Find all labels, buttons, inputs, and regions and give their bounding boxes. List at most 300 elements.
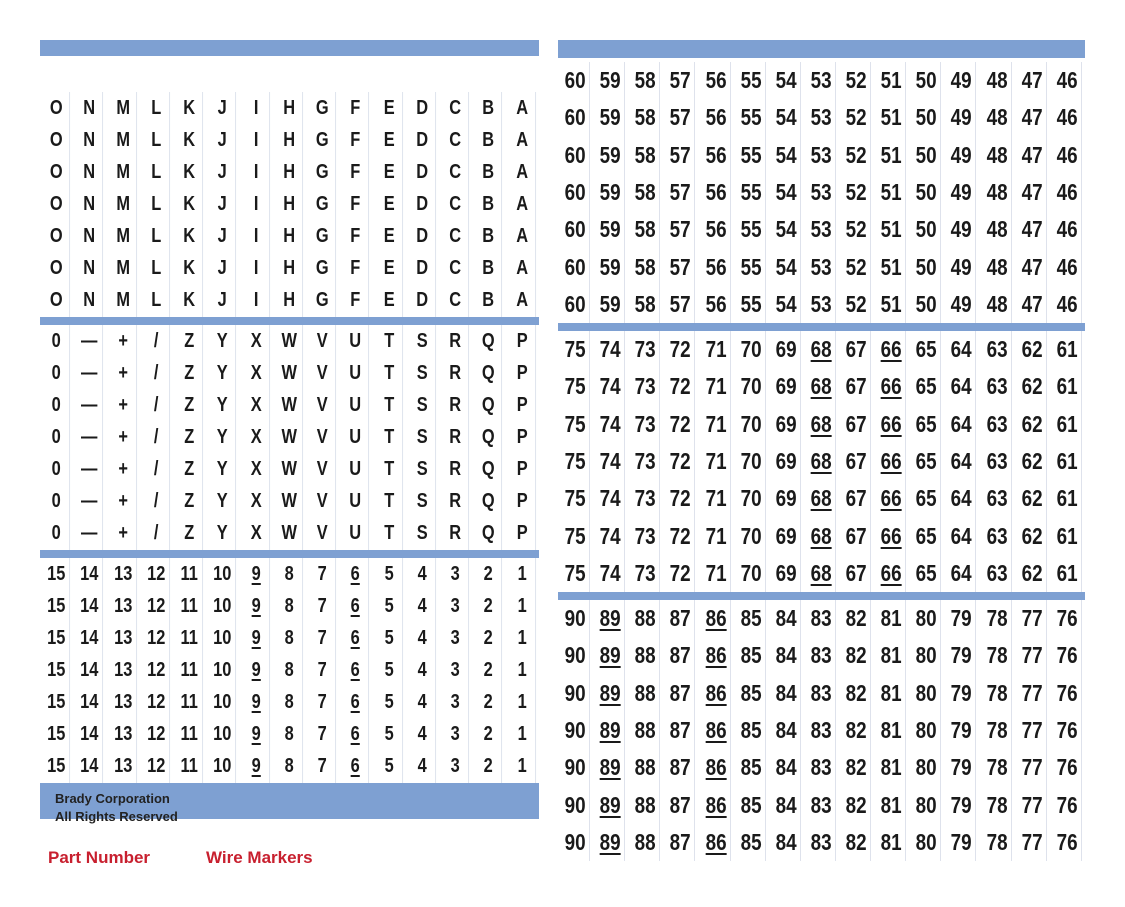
marker-label: + xyxy=(110,486,137,518)
marker-label: 88 xyxy=(631,786,660,823)
marker-label: 71 xyxy=(702,480,731,517)
marker-label: S xyxy=(409,454,436,486)
marker-label: U xyxy=(342,518,369,550)
marker-label: 89 xyxy=(596,675,625,712)
marker-label: D xyxy=(409,285,436,317)
marker-label: 88 xyxy=(631,824,660,861)
marker-label: N xyxy=(76,92,103,124)
marker-label: 88 xyxy=(631,712,660,749)
marker-label: 76 xyxy=(1053,824,1082,861)
marker-label: 5 xyxy=(376,719,403,751)
marker-label: 68 xyxy=(807,443,836,480)
marker-label: 77 xyxy=(1018,637,1047,674)
marker-label: 58 xyxy=(631,211,660,248)
marker-label: 61 xyxy=(1053,406,1082,443)
marker-label: Z xyxy=(176,454,203,486)
marker-label: 6 xyxy=(342,558,369,590)
marker-label: 76 xyxy=(1053,786,1082,823)
marker-label: 13 xyxy=(110,558,137,590)
marker-label: 52 xyxy=(842,248,871,285)
marker-label: B xyxy=(475,253,502,285)
separator-band xyxy=(40,550,539,558)
marker-label: 55 xyxy=(737,99,766,136)
marker-label: J xyxy=(209,221,236,253)
marker-label: 86 xyxy=(702,637,731,674)
marker-label: 52 xyxy=(842,99,871,136)
marker-label: C xyxy=(442,92,469,124)
marker-label: 51 xyxy=(877,211,906,248)
marker-label: 90 xyxy=(561,637,590,674)
marker-label: C xyxy=(442,156,469,188)
marker-label: U xyxy=(342,486,369,518)
marker-label: O xyxy=(43,221,70,253)
marker-label: 2 xyxy=(475,687,502,719)
marker-label: 56 xyxy=(702,286,731,323)
marker-label: 60 xyxy=(561,137,590,174)
marker-label: 14 xyxy=(76,622,103,654)
marker-label: 58 xyxy=(631,174,660,211)
marker-label: 66 xyxy=(877,555,906,592)
marker-label: 81 xyxy=(877,637,906,674)
marker-label: 52 xyxy=(842,137,871,174)
marker-label: 60 xyxy=(561,62,590,99)
marker-label: 5 xyxy=(376,654,403,686)
marker-label: 88 xyxy=(631,600,660,637)
marker-label: 0 xyxy=(43,421,70,453)
marker-label: F xyxy=(342,124,369,156)
marker-label: 86 xyxy=(702,824,731,861)
marker-label: 54 xyxy=(772,286,801,323)
marker-label: A xyxy=(509,156,536,188)
marker-label: 9 xyxy=(243,590,270,622)
product-label: Wire Markers xyxy=(206,848,313,867)
marker-label: 62 xyxy=(1018,555,1047,592)
marker-label: 70 xyxy=(737,480,766,517)
marker-label: 0 xyxy=(43,486,70,518)
marker-label: — xyxy=(76,486,103,518)
marker-label: 67 xyxy=(842,368,871,405)
marker-label: 58 xyxy=(631,99,660,136)
marker-label: 71 xyxy=(702,555,731,592)
marker-label: Z xyxy=(176,325,203,357)
marker-label: 61 xyxy=(1053,480,1082,517)
marker-label: H xyxy=(276,92,303,124)
marker-label: 9 xyxy=(243,558,270,590)
marker-label: 12 xyxy=(143,622,170,654)
marker-label: 68 xyxy=(807,555,836,592)
marker-label: 80 xyxy=(912,600,941,637)
marker-label: 88 xyxy=(631,749,660,786)
marker-label: 1 xyxy=(509,558,536,590)
marker-label: 47 xyxy=(1018,286,1047,323)
marker-label: A xyxy=(509,253,536,285)
marker-label: 69 xyxy=(772,517,801,554)
marker-label: 9 xyxy=(243,751,270,783)
marker-label: J xyxy=(209,253,236,285)
marker-label: 49 xyxy=(948,137,977,174)
marker-label: 87 xyxy=(667,600,696,637)
marker-label: 10 xyxy=(209,719,236,751)
marker-label: 0 xyxy=(43,357,70,389)
marker-label: 6 xyxy=(342,687,369,719)
marker-label: 74 xyxy=(596,517,625,554)
marker-label: 48 xyxy=(983,286,1012,323)
marker-label: 3 xyxy=(442,751,469,783)
marker-label: Q xyxy=(475,389,502,421)
marker-block-letters-p-z-symbols xyxy=(40,325,539,550)
marker-label: C xyxy=(442,188,469,220)
marker-label: 46 xyxy=(1053,286,1082,323)
marker-label: N xyxy=(76,188,103,220)
marker-label: 84 xyxy=(772,786,801,823)
marker-label: 14 xyxy=(76,590,103,622)
marker-label: 89 xyxy=(596,749,625,786)
marker-label: 59 xyxy=(596,174,625,211)
marker-label: 66 xyxy=(877,406,906,443)
marker-label: 13 xyxy=(110,687,137,719)
marker-label: V xyxy=(309,454,336,486)
marker-label: 8 xyxy=(276,558,303,590)
marker-label: 46 xyxy=(1053,174,1082,211)
marker-label: 75 xyxy=(561,517,590,554)
marker-block-numbers-1-15 xyxy=(40,558,539,783)
marker-label: E xyxy=(376,92,403,124)
marker-label: L xyxy=(143,253,170,285)
marker-label: 11 xyxy=(176,622,203,654)
rights-notice: All Rights Reserved xyxy=(55,809,178,824)
marker-label: E xyxy=(376,221,403,253)
marker-label: 1 xyxy=(509,687,536,719)
marker-label: J xyxy=(209,285,236,317)
marker-label: 12 xyxy=(143,751,170,783)
marker-label: 82 xyxy=(842,824,871,861)
marker-label: B xyxy=(475,92,502,124)
marker-label: 80 xyxy=(912,712,941,749)
marker-label: 54 xyxy=(772,62,801,99)
marker-label: 87 xyxy=(667,637,696,674)
marker-label: W xyxy=(276,454,303,486)
marker-label: 10 xyxy=(209,687,236,719)
marker-label: M xyxy=(110,124,137,156)
marker-label: W xyxy=(276,357,303,389)
marker-label: 51 xyxy=(877,137,906,174)
marker-label: 76 xyxy=(1053,749,1082,786)
marker-label: V xyxy=(309,518,336,550)
marker-label: J xyxy=(209,92,236,124)
marker-label: 64 xyxy=(948,555,977,592)
marker-label: 59 xyxy=(596,248,625,285)
marker-label: 74 xyxy=(596,443,625,480)
marker-label: C xyxy=(442,221,469,253)
marker-label: N xyxy=(76,156,103,188)
marker-label: 59 xyxy=(596,211,625,248)
marker-label: K xyxy=(176,188,203,220)
marker-label: / xyxy=(143,325,170,357)
marker-label: 4 xyxy=(409,558,436,590)
marker-label: O xyxy=(43,188,70,220)
marker-label: M xyxy=(110,156,137,188)
marker-label: 59 xyxy=(596,99,625,136)
marker-label: 85 xyxy=(737,824,766,861)
marker-label: 75 xyxy=(561,368,590,405)
marker-label: 74 xyxy=(596,555,625,592)
marker-label: 14 xyxy=(76,751,103,783)
marker-label: 58 xyxy=(631,286,660,323)
marker-label: E xyxy=(376,253,403,285)
top-band xyxy=(40,40,539,56)
marker-label: 78 xyxy=(983,675,1012,712)
marker-label: 85 xyxy=(737,712,766,749)
marker-label: 0 xyxy=(43,325,70,357)
separator-band xyxy=(558,592,1085,600)
marker-label: 48 xyxy=(983,174,1012,211)
marker-label: X xyxy=(243,325,270,357)
marker-label: 57 xyxy=(667,211,696,248)
marker-label: 0 xyxy=(43,389,70,421)
marker-label: 46 xyxy=(1053,137,1082,174)
marker-label: 73 xyxy=(631,406,660,443)
marker-label: 6 xyxy=(342,622,369,654)
marker-label: B xyxy=(475,156,502,188)
marker-label: 1 xyxy=(509,719,536,751)
marker-label: 62 xyxy=(1018,480,1047,517)
marker-label: 47 xyxy=(1018,174,1047,211)
marker-label: X xyxy=(243,357,270,389)
marker-label: 82 xyxy=(842,712,871,749)
marker-label: 75 xyxy=(561,331,590,368)
marker-label: G xyxy=(309,188,336,220)
marker-label: 63 xyxy=(983,517,1012,554)
marker-label: 10 xyxy=(209,622,236,654)
marker-label: 75 xyxy=(561,555,590,592)
marker-label: 79 xyxy=(948,749,977,786)
marker-label: 69 xyxy=(772,480,801,517)
marker-label: 63 xyxy=(983,406,1012,443)
marker-label: 50 xyxy=(912,211,941,248)
marker-label: 51 xyxy=(877,286,906,323)
marker-label: 79 xyxy=(948,600,977,637)
marker-label: 83 xyxy=(807,824,836,861)
marker-label: D xyxy=(409,156,436,188)
marker-label: K xyxy=(176,221,203,253)
marker-label: 83 xyxy=(807,637,836,674)
marker-label: 86 xyxy=(702,786,731,823)
marker-label: 67 xyxy=(842,406,871,443)
marker-label: 82 xyxy=(842,749,871,786)
marker-label: 0 xyxy=(43,454,70,486)
marker-label: S xyxy=(409,486,436,518)
marker-label: 79 xyxy=(948,786,977,823)
marker-label: 47 xyxy=(1018,211,1047,248)
marker-label: 65 xyxy=(912,368,941,405)
marker-block-numbers-61-75 xyxy=(558,331,1085,592)
marker-label: 57 xyxy=(667,174,696,211)
marker-label: 13 xyxy=(110,622,137,654)
marker-label: 77 xyxy=(1018,786,1047,823)
marker-label: 2 xyxy=(475,719,502,751)
marker-label: 61 xyxy=(1053,517,1082,554)
marker-label: L xyxy=(143,285,170,317)
marker-label: 86 xyxy=(702,675,731,712)
marker-label: 62 xyxy=(1018,443,1047,480)
marker-label: V xyxy=(309,325,336,357)
marker-label: F xyxy=(342,188,369,220)
marker-label: 48 xyxy=(983,137,1012,174)
marker-label: 7 xyxy=(309,622,336,654)
marker-label: A xyxy=(509,92,536,124)
marker-label: / xyxy=(143,357,170,389)
marker-label: H xyxy=(276,156,303,188)
marker-label: 75 xyxy=(561,480,590,517)
marker-label: 73 xyxy=(631,480,660,517)
marker-label: 62 xyxy=(1018,368,1047,405)
marker-label: 70 xyxy=(737,443,766,480)
marker-label: 56 xyxy=(702,211,731,248)
marker-label: N xyxy=(76,253,103,285)
marker-label: Z xyxy=(176,421,203,453)
marker-label: 55 xyxy=(737,286,766,323)
marker-label: T xyxy=(376,518,403,550)
marker-label: 3 xyxy=(442,687,469,719)
marker-label: G xyxy=(309,92,336,124)
marker-label: T xyxy=(376,325,403,357)
part-number-label: Part Number xyxy=(48,848,151,867)
marker-label: 2 xyxy=(475,590,502,622)
marker-label: 11 xyxy=(176,558,203,590)
marker-label: 57 xyxy=(667,99,696,136)
marker-label: 51 xyxy=(877,62,906,99)
marker-label: 7 xyxy=(309,558,336,590)
marker-label: B xyxy=(475,124,502,156)
marker-label: 51 xyxy=(877,174,906,211)
marker-label: 87 xyxy=(667,675,696,712)
marker-label: 79 xyxy=(948,675,977,712)
marker-label: I xyxy=(243,253,270,285)
marker-label: I xyxy=(243,188,270,220)
marker-label: 55 xyxy=(737,211,766,248)
marker-label: 12 xyxy=(143,558,170,590)
marker-label: I xyxy=(243,285,270,317)
marker-label: Z xyxy=(176,357,203,389)
marker-label: 50 xyxy=(912,99,941,136)
marker-label: 2 xyxy=(475,751,502,783)
marker-label: 69 xyxy=(772,555,801,592)
marker-label: Y xyxy=(209,454,236,486)
marker-label: U xyxy=(342,325,369,357)
marker-label: — xyxy=(76,357,103,389)
marker-label: 11 xyxy=(176,590,203,622)
marker-label: Z xyxy=(176,486,203,518)
marker-label: — xyxy=(76,389,103,421)
marker-label: S xyxy=(409,518,436,550)
marker-label: 64 xyxy=(948,443,977,480)
marker-label: 84 xyxy=(772,824,801,861)
marker-label: L xyxy=(143,221,170,253)
marker-label: 4 xyxy=(409,654,436,686)
marker-label: 5 xyxy=(376,590,403,622)
marker-label: 8 xyxy=(276,719,303,751)
marker-label: 78 xyxy=(983,824,1012,861)
marker-label: Q xyxy=(475,454,502,486)
marker-label: — xyxy=(76,325,103,357)
marker-label: X xyxy=(243,518,270,550)
marker-label: F xyxy=(342,156,369,188)
marker-label: 8 xyxy=(276,751,303,783)
marker-label: O xyxy=(43,124,70,156)
marker-label: 12 xyxy=(143,654,170,686)
marker-label: 75 xyxy=(561,406,590,443)
marker-label: 7 xyxy=(309,590,336,622)
marker-label: P xyxy=(509,486,536,518)
marker-label: W xyxy=(276,325,303,357)
marker-label: S xyxy=(409,325,436,357)
marker-label: 67 xyxy=(842,555,871,592)
marker-label: G xyxy=(309,156,336,188)
marker-label: U xyxy=(342,357,369,389)
marker-label: B xyxy=(475,285,502,317)
marker-label: Y xyxy=(209,518,236,550)
marker-label: P xyxy=(509,518,536,550)
company-name: Brady Corporation xyxy=(55,791,170,806)
marker-label: R xyxy=(442,325,469,357)
marker-label: 82 xyxy=(842,675,871,712)
marker-label: Y xyxy=(209,325,236,357)
marker-label: 65 xyxy=(912,443,941,480)
marker-label: P xyxy=(509,421,536,453)
marker-label: 61 xyxy=(1053,443,1082,480)
marker-label: 49 xyxy=(948,286,977,323)
marker-label: Q xyxy=(475,325,502,357)
marker-label: 77 xyxy=(1018,600,1047,637)
marker-label: 65 xyxy=(912,555,941,592)
marker-label: 63 xyxy=(983,480,1012,517)
marker-label: E xyxy=(376,188,403,220)
marker-label: 71 xyxy=(702,368,731,405)
marker-label: 78 xyxy=(983,712,1012,749)
marker-label: R xyxy=(442,518,469,550)
marker-label: R xyxy=(442,454,469,486)
marker-label: 58 xyxy=(631,137,660,174)
marker-label: 47 xyxy=(1018,99,1047,136)
marker-label: 50 xyxy=(912,62,941,99)
marker-label: 84 xyxy=(772,600,801,637)
marker-label: 12 xyxy=(143,719,170,751)
marker-label: 49 xyxy=(948,248,977,285)
marker-label: 48 xyxy=(983,211,1012,248)
marker-label: 76 xyxy=(1053,600,1082,637)
marker-label: 66 xyxy=(877,517,906,554)
marker-label: O xyxy=(43,92,70,124)
marker-label: K xyxy=(176,253,203,285)
marker-label: 90 xyxy=(561,600,590,637)
marker-label: 70 xyxy=(737,331,766,368)
marker-label: 15 xyxy=(43,751,70,783)
marker-label: 73 xyxy=(631,368,660,405)
marker-label: 80 xyxy=(912,824,941,861)
marker-label: 11 xyxy=(176,751,203,783)
marker-label: 1 xyxy=(509,751,536,783)
marker-label: 53 xyxy=(807,248,836,285)
marker-label: I xyxy=(243,156,270,188)
marker-label: 76 xyxy=(1053,637,1082,674)
marker-label: V xyxy=(309,421,336,453)
marker-label: 49 xyxy=(948,62,977,99)
marker-label: R xyxy=(442,421,469,453)
marker-label: 66 xyxy=(877,368,906,405)
marker-label: S xyxy=(409,389,436,421)
marker-label: 83 xyxy=(807,675,836,712)
marker-label: 12 xyxy=(143,590,170,622)
